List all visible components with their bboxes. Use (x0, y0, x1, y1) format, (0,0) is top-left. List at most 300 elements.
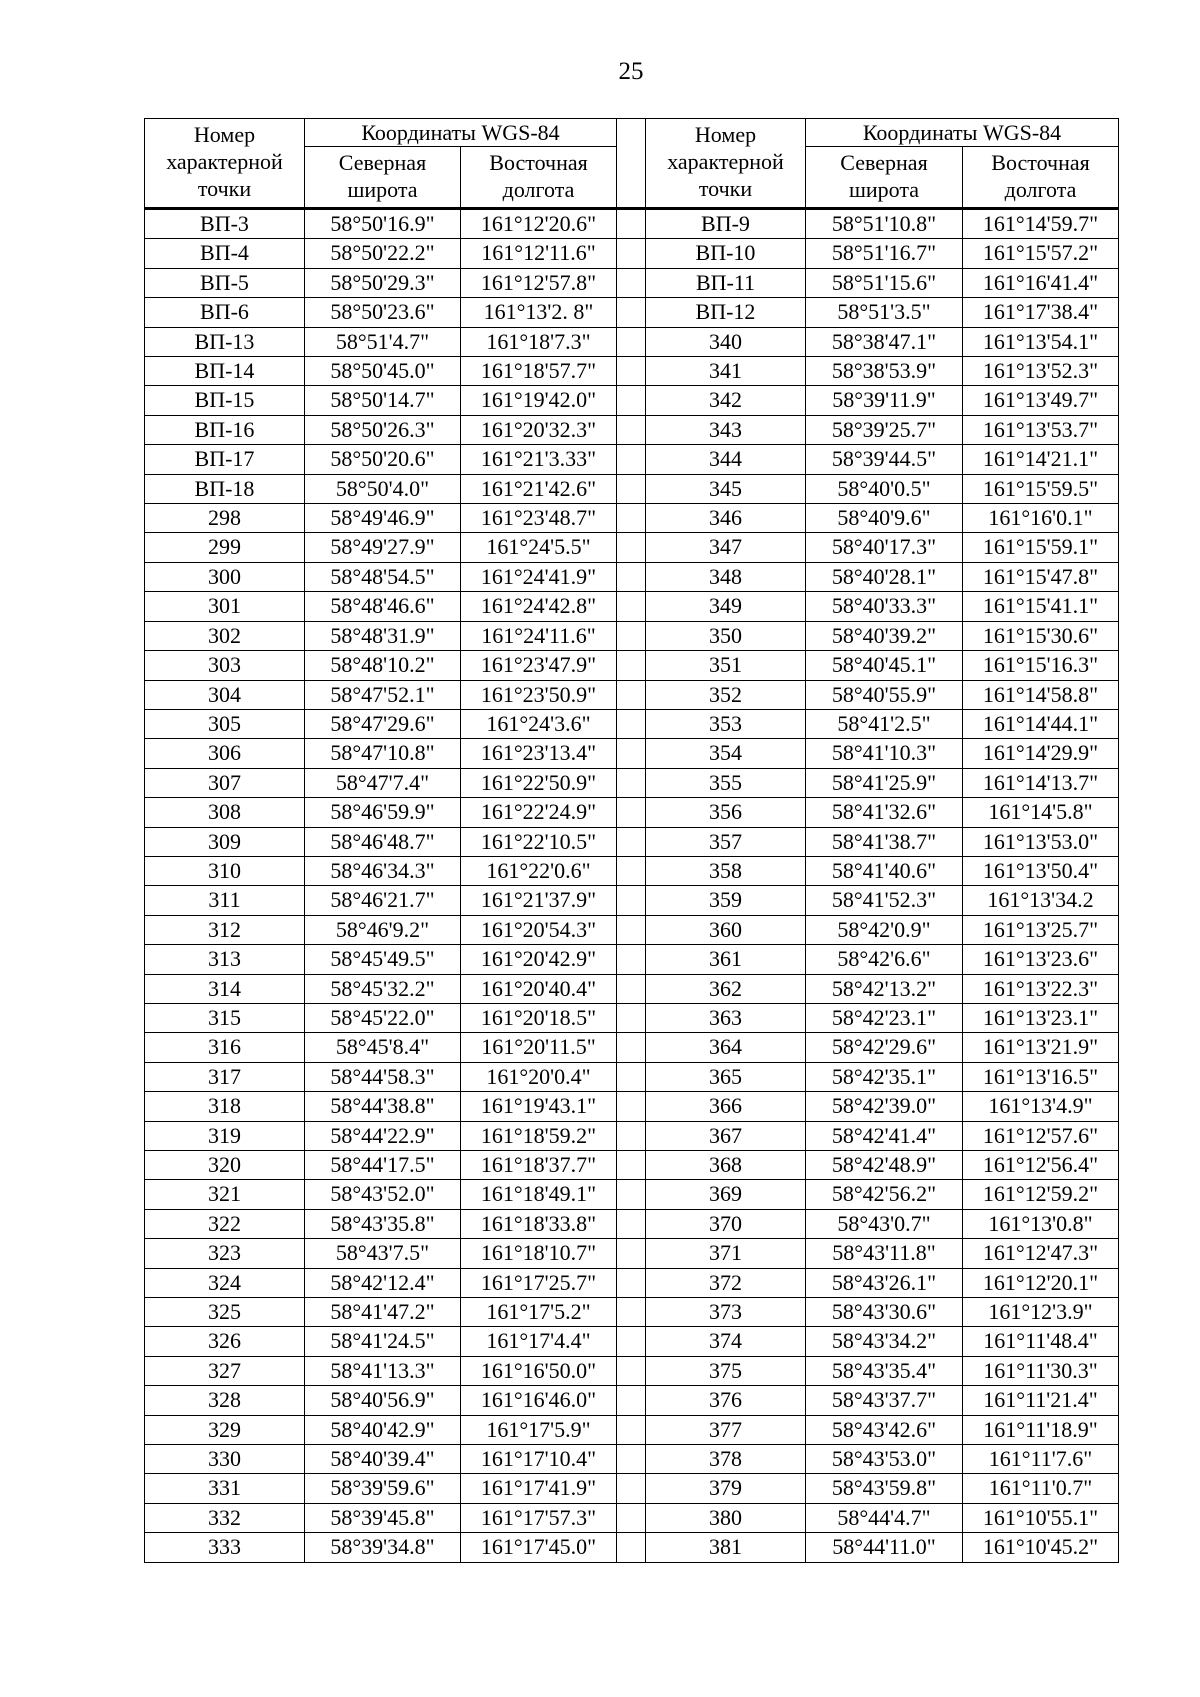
cell-longitude-left: 161°12'11.6" (461, 239, 617, 268)
cell-latitude-right: 58°41'52.3" (806, 886, 963, 915)
column-gap (617, 1474, 646, 1503)
cell-longitude-left: 161°17'5.9" (461, 1415, 617, 1444)
cell-latitude-right: 58°42'13.2" (806, 974, 963, 1003)
cell-point-number-right: 377 (646, 1415, 806, 1444)
cell-latitude-left: 58°50'26.3" (305, 415, 461, 444)
column-gap (617, 886, 646, 915)
column-gap (617, 1503, 646, 1532)
cell-latitude-left: 58°50'14.7" (305, 386, 461, 415)
cell-latitude-left: 58°40'56.9" (305, 1386, 461, 1415)
cell-latitude-left: 58°50'20.6" (305, 445, 461, 474)
cell-point-number-left: ВП-16 (145, 415, 305, 444)
cell-latitude-left: 58°48'31.9" (305, 621, 461, 650)
cell-point-number-right: 378 (646, 1445, 806, 1474)
cell-latitude-right: 58°44'4.7" (806, 1503, 963, 1532)
cell-latitude-left: 58°47'52.1" (305, 680, 461, 709)
cell-latitude-right: 58°43'34.2" (806, 1327, 963, 1356)
header-point-number-line-1: Номер (694, 122, 757, 147)
cell-latitude-left: 58°46'21.7" (305, 886, 461, 915)
table-row (145, 1033, 1119, 1062)
column-gap (617, 1415, 646, 1444)
cell-latitude-right: 58°41'25.9" (806, 768, 963, 797)
column-gap (617, 945, 646, 974)
cell-longitude-right: 161°16'0.1" (963, 504, 1119, 533)
cell-longitude-left: 161°20'11.5" (461, 1033, 617, 1062)
cell-point-number-right: 355 (646, 768, 806, 797)
cell-latitude-right: 58°39'44.5" (806, 445, 963, 474)
header-longitude-right (963, 147, 1119, 209)
cell-latitude-right: 58°43'11.8" (806, 1239, 963, 1268)
cell-longitude-right: 161°13'4.9" (963, 1092, 1119, 1121)
column-gap (617, 680, 646, 709)
cell-point-number-right: 354 (646, 739, 806, 768)
cell-point-number-right: 381 (646, 1533, 806, 1562)
table-row (145, 386, 1119, 415)
cell-longitude-right: 161°12'47.3" (963, 1239, 1119, 1268)
cell-latitude-right: 58°43'59.8" (806, 1474, 963, 1503)
cell-latitude-left: 58°46'9.2" (305, 915, 461, 944)
cell-longitude-left: 161°17'45.0" (461, 1533, 617, 1562)
cell-longitude-left: 161°13'2. 8" (461, 298, 617, 327)
table-row (145, 621, 1119, 650)
header-point-number-line-2: характерной (166, 149, 283, 174)
cell-latitude-right: 58°43'26.1" (806, 1268, 963, 1297)
cell-point-number-right: 380 (646, 1503, 806, 1532)
cell-latitude-left: 58°45'49.5" (305, 945, 461, 974)
table-row (145, 1503, 1119, 1532)
cell-latitude-left: 58°50'22.2" (305, 239, 461, 268)
cell-point-number-left: 311 (145, 886, 305, 915)
cell-point-number-left: 308 (145, 798, 305, 827)
column-gap-header (617, 119, 646, 209)
cell-longitude-left: 161°18'7.3" (461, 327, 617, 356)
cell-point-number-left: 316 (145, 1033, 305, 1062)
cell-latitude-left: 58°45'32.2" (305, 974, 461, 1003)
table-row (145, 974, 1119, 1003)
cell-latitude-right: 58°41'32.6" (806, 798, 963, 827)
table-row (145, 1327, 1119, 1356)
cell-latitude-left: 58°44'58.3" (305, 1062, 461, 1091)
cell-latitude-left: 58°43'7.5" (305, 1239, 461, 1268)
cell-longitude-right: 161°15'30.6" (963, 621, 1119, 650)
cell-latitude-right: 58°39'25.7" (806, 415, 963, 444)
cell-point-number-right: 375 (646, 1356, 806, 1385)
cell-latitude-right: 58°43'53.0" (806, 1445, 963, 1474)
cell-latitude-left: 58°46'59.9" (305, 798, 461, 827)
table-row (145, 886, 1119, 915)
column-gap (617, 239, 646, 268)
cell-point-number-left: 326 (145, 1327, 305, 1356)
cell-point-number-left: ВП-18 (145, 474, 305, 503)
column-gap (617, 1092, 646, 1121)
cell-point-number-right: ВП-12 (646, 298, 806, 327)
cell-longitude-left: 161°24'5.5" (461, 533, 617, 562)
header-coordinates-right: Координаты WGS-84 (806, 119, 1119, 147)
cell-point-number-right: 374 (646, 1327, 806, 1356)
cell-point-number-left: 312 (145, 915, 305, 944)
cell-latitude-right: 58°41'10.3" (806, 739, 963, 768)
header-point-number-line-3: точки (698, 176, 753, 201)
table-row (145, 1356, 1119, 1385)
cell-latitude-right: 58°42'56.2" (806, 1180, 963, 1209)
cell-point-number-left: ВП-5 (145, 268, 305, 297)
cell-longitude-right: 161°11'21.4" (963, 1386, 1119, 1415)
cell-point-number-right: 353 (646, 709, 806, 738)
header-longitude-left (461, 147, 617, 209)
column-gap (617, 709, 646, 738)
cell-point-number-left: ВП-17 (145, 445, 305, 474)
cell-longitude-left: 161°17'5.2" (461, 1298, 617, 1327)
column-gap (617, 357, 646, 386)
cell-longitude-left: 161°21'42.6" (461, 474, 617, 503)
header-point-number-line-2: характерной (667, 149, 784, 174)
cell-point-number-right: 343 (646, 415, 806, 444)
cell-longitude-left: 161°22'10.5" (461, 827, 617, 856)
cell-latitude-right: 58°42'41.4" (806, 1121, 963, 1150)
cell-point-number-left: 329 (145, 1415, 305, 1444)
cell-longitude-right: 161°13'23.6" (963, 945, 1119, 974)
header-point-number-left (145, 119, 305, 209)
cell-latitude-right: 58°41'2.5" (806, 709, 963, 738)
cell-latitude-right: 58°40'33.3" (806, 592, 963, 621)
cell-latitude-right: 58°38'53.9" (806, 357, 963, 386)
cell-longitude-left: 161°17'4.4" (461, 1327, 617, 1356)
cell-point-number-right: 366 (646, 1092, 806, 1121)
cell-longitude-left: 161°23'13.4" (461, 739, 617, 768)
cell-latitude-right: 58°42'23.1" (806, 1003, 963, 1032)
cell-latitude-right: 58°44'11.0" (806, 1533, 963, 1562)
table-row (145, 562, 1119, 591)
cell-point-number-left: 315 (145, 1003, 305, 1032)
table-row (145, 1533, 1119, 1562)
cell-latitude-left: 58°50'23.6" (305, 298, 461, 327)
cell-longitude-left: 161°17'10.4" (461, 1445, 617, 1474)
column-gap (617, 1033, 646, 1062)
table-row (145, 1445, 1119, 1474)
cell-latitude-right: 58°43'0.7" (806, 1209, 963, 1238)
column-gap (617, 1445, 646, 1474)
table-row (145, 415, 1119, 444)
cell-longitude-right: 161°11'18.9" (963, 1415, 1119, 1444)
cell-point-number-left: ВП-3 (145, 209, 305, 239)
cell-point-number-left: 309 (145, 827, 305, 856)
cell-latitude-left: 58°40'42.9" (305, 1415, 461, 1444)
header-latitude-line-1: Северная (840, 150, 928, 175)
cell-longitude-left: 161°18'49.1" (461, 1180, 617, 1209)
cell-point-number-left: 332 (145, 1503, 305, 1532)
cell-longitude-left: 161°20'40.4" (461, 974, 617, 1003)
cell-latitude-left: 58°46'48.7" (305, 827, 461, 856)
cell-point-number-left: ВП-15 (145, 386, 305, 415)
coordinates-table (144, 118, 1119, 1563)
cell-latitude-left: 58°47'7.4" (305, 768, 461, 797)
cell-longitude-left: 161°19'43.1" (461, 1092, 617, 1121)
cell-latitude-left: 58°49'46.9" (305, 504, 461, 533)
cell-point-number-left: 331 (145, 1474, 305, 1503)
cell-latitude-left: 58°48'54.5" (305, 562, 461, 591)
column-gap (617, 533, 646, 562)
cell-latitude-right: 58°38'47.1" (806, 327, 963, 356)
cell-point-number-left: ВП-4 (145, 239, 305, 268)
cell-longitude-right: 161°13'50.4" (963, 856, 1119, 885)
header-point-number-right (646, 119, 806, 209)
cell-longitude-right: 161°13'53.7" (963, 415, 1119, 444)
column-gap (617, 298, 646, 327)
column-gap (617, 209, 646, 239)
table-row (145, 1062, 1119, 1091)
cell-longitude-right: 161°15'59.1" (963, 533, 1119, 562)
column-gap (617, 768, 646, 797)
header-longitude-line-2: долгота (1004, 177, 1077, 202)
cell-point-number-left: 310 (145, 856, 305, 885)
cell-latitude-left: 58°45'22.0" (305, 1003, 461, 1032)
cell-point-number-right: ВП-9 (646, 209, 806, 239)
cell-longitude-right: 161°14'58.8" (963, 680, 1119, 709)
cell-latitude-right: 58°43'35.4" (806, 1356, 963, 1385)
table-row (145, 915, 1119, 944)
cell-latitude-left: 58°50'45.0" (305, 357, 461, 386)
cell-longitude-right: 161°13'21.9" (963, 1033, 1119, 1062)
table-row (145, 239, 1119, 268)
cell-latitude-right: 58°40'17.3" (806, 533, 963, 562)
cell-latitude-left: 58°47'29.6" (305, 709, 461, 738)
table-row (145, 327, 1119, 356)
cell-longitude-left: 161°24'41.9" (461, 562, 617, 591)
cell-longitude-right: 161°13'53.0" (963, 827, 1119, 856)
table-row (145, 709, 1119, 738)
table-row (145, 268, 1119, 297)
cell-latitude-left: 58°44'17.5" (305, 1151, 461, 1180)
cell-longitude-left: 161°23'48.7" (461, 504, 617, 533)
table-row (145, 357, 1119, 386)
cell-longitude-right: 161°13'23.1" (963, 1003, 1119, 1032)
column-gap (617, 1356, 646, 1385)
cell-point-number-left: 307 (145, 768, 305, 797)
cell-point-number-right: 363 (646, 1003, 806, 1032)
column-gap (617, 562, 646, 591)
cell-point-number-right: 352 (646, 680, 806, 709)
cell-longitude-right: 161°13'49.7" (963, 386, 1119, 415)
cell-point-number-right: 350 (646, 621, 806, 650)
cell-longitude-left: 161°18'57.7" (461, 357, 617, 386)
cell-longitude-right: 161°16'41.4" (963, 268, 1119, 297)
cell-longitude-right: 161°13'16.5" (963, 1062, 1119, 1091)
cell-longitude-right: 161°13'22.3" (963, 974, 1119, 1003)
table-row (145, 1386, 1119, 1415)
cell-point-number-left: ВП-14 (145, 357, 305, 386)
cell-point-number-right: 351 (646, 651, 806, 680)
cell-longitude-left: 161°20'54.3" (461, 915, 617, 944)
cell-point-number-right: 358 (646, 856, 806, 885)
cell-latitude-left: 58°40'39.4" (305, 1445, 461, 1474)
cell-point-number-right: ВП-10 (646, 239, 806, 268)
cell-latitude-right: 58°42'39.0" (806, 1092, 963, 1121)
cell-point-number-left: 300 (145, 562, 305, 591)
cell-point-number-right: 365 (646, 1062, 806, 1091)
cell-point-number-right: 341 (646, 357, 806, 386)
header-point-number-line-1: Номер (193, 122, 256, 147)
column-gap (617, 739, 646, 768)
column-gap (617, 415, 646, 444)
cell-point-number-left: 306 (145, 739, 305, 768)
cell-longitude-left: 161°22'50.9" (461, 768, 617, 797)
cell-point-number-right: 347 (646, 533, 806, 562)
table-row (145, 1415, 1119, 1444)
cell-point-number-left: 304 (145, 680, 305, 709)
cell-latitude-right: 58°40'9.6" (806, 504, 963, 533)
cell-longitude-left: 161°18'33.8" (461, 1209, 617, 1238)
table-row (145, 474, 1119, 503)
cell-point-number-right: 364 (646, 1033, 806, 1062)
cell-point-number-right: 345 (646, 474, 806, 503)
cell-longitude-left: 161°16'46.0" (461, 1386, 617, 1415)
cell-point-number-right: 359 (646, 886, 806, 915)
cell-longitude-left: 161°12'57.8" (461, 268, 617, 297)
cell-point-number-left: ВП-6 (145, 298, 305, 327)
cell-latitude-left: 58°39'59.6" (305, 1474, 461, 1503)
cell-latitude-left: 58°51'4.7" (305, 327, 461, 356)
cell-latitude-left: 58°47'10.8" (305, 739, 461, 768)
table-row (145, 592, 1119, 621)
cell-point-number-right: 369 (646, 1180, 806, 1209)
table-row (145, 856, 1119, 885)
cell-point-number-left: 317 (145, 1062, 305, 1091)
cell-latitude-left: 58°44'22.9" (305, 1121, 461, 1150)
cell-longitude-left: 161°20'32.3" (461, 415, 617, 444)
cell-longitude-right: 161°15'57.2" (963, 239, 1119, 268)
table-row (145, 209, 1119, 239)
cell-point-number-right: 340 (646, 327, 806, 356)
cell-latitude-right: 58°42'6.6" (806, 945, 963, 974)
cell-longitude-right: 161°14'29.9" (963, 739, 1119, 768)
column-gap (617, 1151, 646, 1180)
cell-point-number-right: 361 (646, 945, 806, 974)
column-gap (617, 268, 646, 297)
cell-latitude-left: 58°41'24.5" (305, 1327, 461, 1356)
cell-latitude-right: 58°40'55.9" (806, 680, 963, 709)
cell-point-number-right: ВП-11 (646, 268, 806, 297)
cell-point-number-left: 318 (145, 1092, 305, 1121)
cell-longitude-left: 161°12'20.6" (461, 209, 617, 239)
cell-longitude-right: 161°14'21.1" (963, 445, 1119, 474)
table-row (145, 945, 1119, 974)
cell-longitude-right: 161°13'34.2 (963, 886, 1119, 915)
cell-longitude-right: 161°14'59.7" (963, 209, 1119, 239)
table-row (145, 1209, 1119, 1238)
header-latitude-line-2: широта (848, 177, 920, 202)
cell-point-number-left: 321 (145, 1180, 305, 1209)
column-gap (617, 915, 646, 944)
table-row (145, 1474, 1119, 1503)
cell-point-number-right: 348 (646, 562, 806, 591)
cell-latitude-right: 58°40'39.2" (806, 621, 963, 650)
cell-point-number-left: 320 (145, 1151, 305, 1180)
cell-longitude-right: 161°10'45.2" (963, 1533, 1119, 1562)
cell-latitude-right: 58°40'45.1" (806, 651, 963, 680)
table-row (145, 680, 1119, 709)
table-row (145, 768, 1119, 797)
table-row (145, 504, 1119, 533)
column-gap (617, 1327, 646, 1356)
cell-longitude-left: 161°20'0.4" (461, 1062, 617, 1091)
cell-longitude-left: 161°23'50.9" (461, 680, 617, 709)
cell-latitude-right: 58°51'16.7" (806, 239, 963, 268)
cell-point-number-left: 305 (145, 709, 305, 738)
cell-latitude-right: 58°42'48.9" (806, 1151, 963, 1180)
page-number: 25 (618, 58, 644, 85)
cell-longitude-left: 161°24'42.8" (461, 592, 617, 621)
cell-latitude-right: 58°40'0.5" (806, 474, 963, 503)
cell-latitude-right: 58°39'11.9" (806, 386, 963, 415)
cell-longitude-right: 161°14'44.1" (963, 709, 1119, 738)
cell-point-number-left: 319 (145, 1121, 305, 1150)
cell-point-number-left: 323 (145, 1239, 305, 1268)
cell-longitude-right: 161°10'55.1" (963, 1503, 1119, 1532)
column-gap (617, 1239, 646, 1268)
column-gap (617, 1268, 646, 1297)
table-row (145, 651, 1119, 680)
cell-point-number-right: 344 (646, 445, 806, 474)
cell-longitude-right: 161°13'0.8" (963, 1209, 1119, 1238)
table-row (145, 1268, 1119, 1297)
cell-longitude-left: 161°19'42.0" (461, 386, 617, 415)
cell-longitude-left: 161°20'18.5" (461, 1003, 617, 1032)
cell-longitude-right: 161°17'38.4" (963, 298, 1119, 327)
cell-point-number-left: 299 (145, 533, 305, 562)
cell-latitude-left: 58°46'34.3" (305, 856, 461, 885)
cell-longitude-left: 161°21'37.9" (461, 886, 617, 915)
cell-longitude-right: 161°13'52.3" (963, 357, 1119, 386)
cell-latitude-right: 58°43'42.6" (806, 1415, 963, 1444)
cell-point-number-right: 368 (646, 1151, 806, 1180)
cell-longitude-left: 161°21'3.33" (461, 445, 617, 474)
cell-point-number-right: 357 (646, 827, 806, 856)
header-longitude-line-2: долгота (502, 177, 575, 202)
cell-latitude-left: 58°48'10.2" (305, 651, 461, 680)
cell-latitude-left: 58°45'8.4" (305, 1033, 461, 1062)
cell-point-number-left: 314 (145, 974, 305, 1003)
cell-point-number-left: 330 (145, 1445, 305, 1474)
cell-latitude-right: 58°43'37.7" (806, 1386, 963, 1415)
cell-point-number-right: 370 (646, 1209, 806, 1238)
column-gap (617, 856, 646, 885)
cell-latitude-left: 58°44'38.8" (305, 1092, 461, 1121)
column-gap (617, 504, 646, 533)
column-gap (617, 474, 646, 503)
cell-longitude-right: 161°13'25.7" (963, 915, 1119, 944)
cell-longitude-left: 161°22'0.6" (461, 856, 617, 885)
column-gap (617, 1298, 646, 1327)
cell-longitude-left: 161°24'11.6" (461, 621, 617, 650)
cell-latitude-right: 58°51'10.8" (806, 209, 963, 239)
column-gap (617, 1062, 646, 1091)
cell-latitude-left: 58°41'47.2" (305, 1298, 461, 1327)
cell-longitude-right: 161°12'57.6" (963, 1121, 1119, 1150)
column-gap (617, 1180, 646, 1209)
column-gap (617, 651, 646, 680)
cell-longitude-right: 161°12'3.9" (963, 1298, 1119, 1327)
cell-latitude-right: 58°41'38.7" (806, 827, 963, 856)
table-row (145, 798, 1119, 827)
cell-point-number-left: 327 (145, 1356, 305, 1385)
header-latitude-line-1: Северная (338, 150, 427, 175)
cell-latitude-left: 58°50'16.9" (305, 209, 461, 239)
table-row (145, 827, 1119, 856)
cell-longitude-left: 161°16'50.0" (461, 1356, 617, 1385)
cell-point-number-right: 371 (646, 1239, 806, 1268)
column-gap (617, 1533, 646, 1562)
cell-point-number-left: ВП-13 (145, 327, 305, 356)
